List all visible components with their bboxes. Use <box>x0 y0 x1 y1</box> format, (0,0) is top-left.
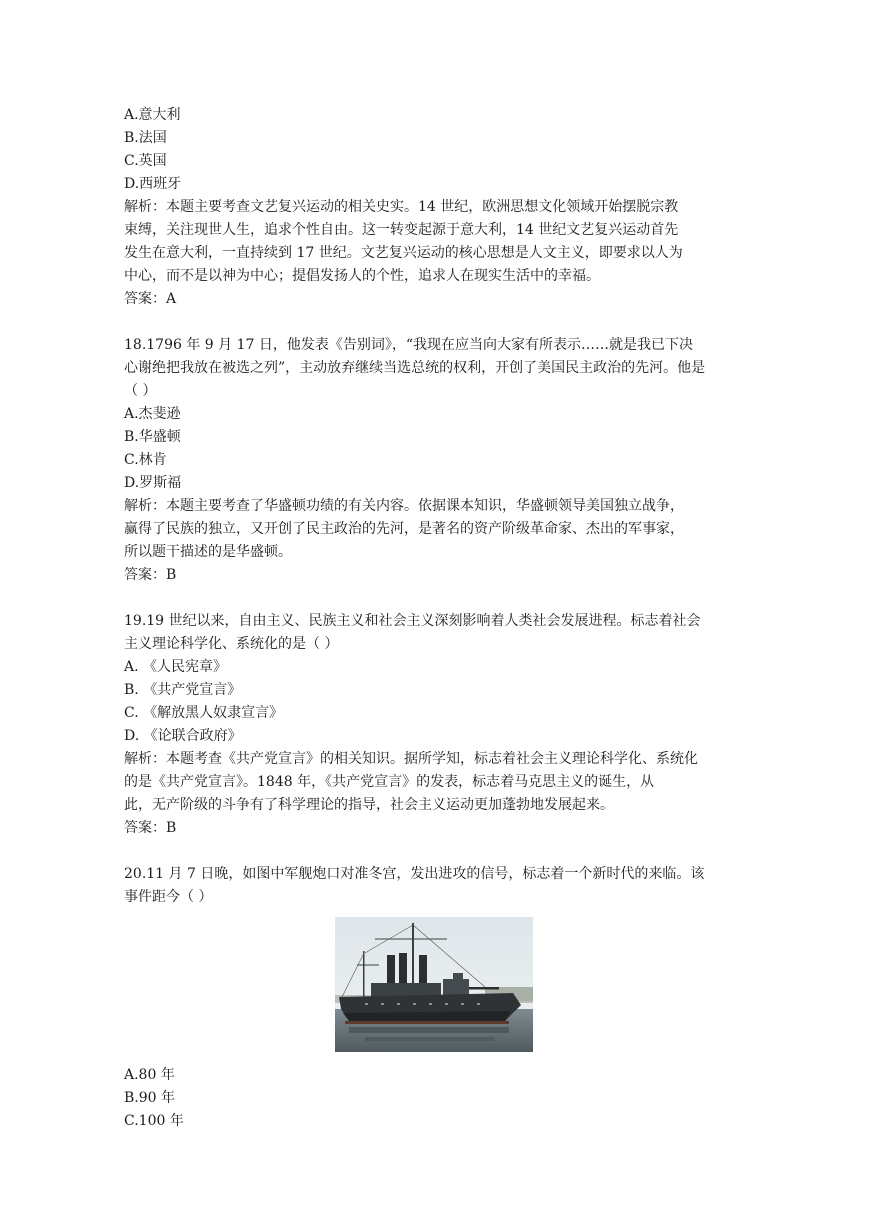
option-c: C.林肯 <box>124 452 167 468</box>
analysis-line: 所以题干描述的是华盛顿。 <box>124 544 292 560</box>
analysis-line: 解析：本题考查《共产党宣言》的相关知识。据所学知，标志着社会主义理论科学化、系统化 <box>124 751 698 767</box>
document-page <box>124 104 744 1133</box>
analysis-line: 发生在意大利，一直持续到 17 世纪。文艺复兴运动的核心思想是人文主义，即要求以人为 <box>124 245 683 261</box>
question-stem-line: 19.19 世纪以来，自由主义、民族主义和社会主义深刻影响着人类社会发展进程。标志着社会 <box>124 613 701 629</box>
option-d: D. 《论联合政府》 <box>124 728 242 744</box>
option-c: C.英国 <box>124 153 167 169</box>
question-17 <box>124 104 744 311</box>
question-19 <box>124 610 744 840</box>
option-d: D.西班牙 <box>124 176 182 192</box>
spacer <box>124 840 744 863</box>
option-c: C.100 年 <box>124 1113 184 1129</box>
option-b: B. 《共产党宣言》 <box>124 682 242 698</box>
question-stem-line: （ ） <box>124 383 157 399</box>
question-18 <box>124 334 744 587</box>
option-b: B.华盛顿 <box>124 429 181 445</box>
option-b: B.法国 <box>124 130 167 146</box>
option-a: A.杰斐逊 <box>124 406 181 422</box>
question-stem-line: 心谢绝把我放在被选之列”，主动放弃继续当选总统的权利，开创了美国民主政治的先河。他是 <box>124 360 706 376</box>
question-stem-line: 事件距今（ ） <box>124 889 213 905</box>
answer: 答案：B <box>124 820 177 836</box>
analysis-line: 束缚，关注现世人生，追求个性自由。这一转变起源于意大利，14 世纪文艺复兴运动首先 <box>124 222 679 238</box>
option-a: A. 《人民宪章》 <box>124 659 228 675</box>
analysis-line: 的是《共产党宣言》。1848 年，《共产党宣言》的发表，标志着马克思主义的诞生，从 <box>124 774 655 790</box>
analysis-line: 中心，而不是以神为中心；提倡发扬人的个性，追求人在现实生活中的幸福。 <box>124 268 600 284</box>
option-a: A.意大利 <box>124 107 181 123</box>
question-20 <box>124 863 744 1133</box>
question-stem-line: 20.11 月 7 日晚，如图中军舰炮口对准冬宫，发出进攻的信号，标志着一个新时代的来临。该 <box>124 866 705 882</box>
answer: 答案：B <box>124 567 177 583</box>
analysis-line: 解析：本题主要考查了华盛顿功绩的有关内容。依据课本知识，华盛顿领导美国独立战争， <box>124 498 684 514</box>
option-c: C. 《解放黑人奴隶宣言》 <box>124 705 284 721</box>
question-stem-line: 主义理论科学化、系统化的是（ ） <box>124 636 339 652</box>
option-a: A.80 年 <box>124 1067 175 1083</box>
spacer <box>124 311 744 334</box>
question-stem-line: 18.1796 年 9 月 17 日，他发表《告别词》，“我现在应当向大家有所表示……就是我已下决 <box>124 337 694 353</box>
analysis-line: 赢得了民族的独立，又开创了民主政治的先河，是著名的资产阶级革命家、杰出的军事家， <box>124 521 684 537</box>
spacer <box>124 587 744 610</box>
analysis-line: 此，无产阶级的斗争有了科学理论的指导，社会主义运动更加蓬勃地发展起来。 <box>124 797 614 813</box>
answer: 答案：A <box>124 291 177 307</box>
option-b: B.90 年 <box>124 1090 176 1106</box>
option-d: D.罗斯福 <box>124 475 182 491</box>
analysis-line: 解析：本题主要考查文艺复兴运动的相关史实。14 世纪，欧洲思想文化领域开始摆脱宗教 <box>124 199 679 215</box>
cruiser-illustration <box>335 917 533 1052</box>
cruiser-photo <box>335 917 533 1052</box>
